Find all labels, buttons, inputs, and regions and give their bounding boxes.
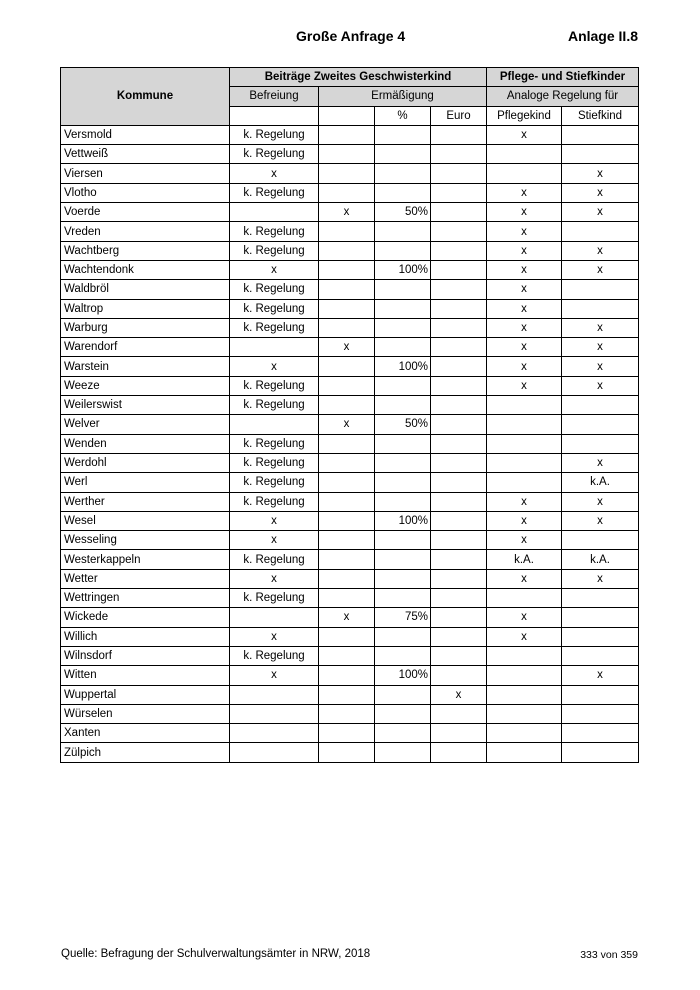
cell-pflegekind: x <box>487 125 562 144</box>
header-kommune: Kommune <box>61 68 230 126</box>
header-euro: Euro <box>431 106 487 125</box>
cell-pflegekind: x <box>487 608 562 627</box>
cell-euro <box>431 511 487 530</box>
cell-pflegekind <box>487 453 562 472</box>
cell-pflegekind: x <box>487 222 562 241</box>
table-row <box>61 704 639 723</box>
cell-ermaessigung: x <box>319 608 375 627</box>
cell-kommune: Waltrop <box>61 299 230 318</box>
cell-percent: 100% <box>375 666 431 685</box>
cell-stiefkind <box>562 125 639 144</box>
cell-percent <box>375 627 431 646</box>
table-row <box>61 608 639 627</box>
cell-euro: x <box>431 685 487 704</box>
cell-stiefkind: x <box>562 666 639 685</box>
cell-befreiung <box>230 608 319 627</box>
cell-kommune: Wachtendonk <box>61 260 230 279</box>
table-row <box>61 434 639 453</box>
cell-percent <box>375 550 431 569</box>
cell-euro <box>431 453 487 472</box>
cell-pflegekind <box>487 724 562 743</box>
table-row <box>61 627 639 646</box>
header-stiefkind: Stiefkind <box>562 106 639 125</box>
cell-befreiung: x <box>230 569 319 588</box>
table-row <box>61 280 639 299</box>
cell-ermaessigung <box>319 704 375 723</box>
cell-stiefkind <box>562 608 639 627</box>
cell-kommune: Zülpich <box>61 743 230 762</box>
cell-percent: 75% <box>375 608 431 627</box>
table-row <box>61 125 639 144</box>
cell-stiefkind: k.A. <box>562 550 639 569</box>
cell-ermaessigung <box>319 743 375 762</box>
cell-stiefkind: x <box>562 203 639 222</box>
cell-stiefkind <box>562 531 639 550</box>
data-table <box>60 67 639 763</box>
cell-kommune: Willich <box>61 627 230 646</box>
cell-befreiung: k. Regelung <box>230 145 319 164</box>
table-row <box>61 743 639 762</box>
cell-euro <box>431 492 487 511</box>
cell-pflegekind: x <box>487 318 562 337</box>
table-row <box>61 145 639 164</box>
cell-pflegekind: x <box>487 569 562 588</box>
cell-ermaessigung: x <box>319 415 375 434</box>
annex-label: Anlage II.8 <box>567 28 638 44</box>
cell-kommune: Weeze <box>61 376 230 395</box>
cell-stiefkind: x <box>562 453 639 472</box>
cell-percent <box>375 492 431 511</box>
cell-kommune: Werdohl <box>61 453 230 472</box>
cell-stiefkind: x <box>562 318 639 337</box>
cell-pflegekind <box>487 473 562 492</box>
cell-pflegekind: x <box>487 299 562 318</box>
cell-percent <box>375 145 431 164</box>
cell-stiefkind <box>562 646 639 665</box>
cell-kommune: Xanten <box>61 724 230 743</box>
table-row <box>61 318 639 337</box>
cell-kommune: Voerde <box>61 203 230 222</box>
cell-percent <box>375 434 431 453</box>
cell-percent <box>375 318 431 337</box>
cell-befreiung <box>230 724 319 743</box>
cell-kommune: Wetter <box>61 569 230 588</box>
cell-befreiung: k. Regelung <box>230 646 319 665</box>
cell-euro <box>431 704 487 723</box>
cell-euro <box>431 183 487 202</box>
cell-ermaessigung <box>319 357 375 376</box>
cell-kommune: Wachtberg <box>61 241 230 260</box>
cell-kommune: Warburg <box>61 318 230 337</box>
cell-befreiung: x <box>230 666 319 685</box>
table-row <box>61 376 639 395</box>
table-row <box>61 164 639 183</box>
cell-pflegekind: x <box>487 357 562 376</box>
cell-stiefkind: x <box>562 492 639 511</box>
cell-pflegekind: x <box>487 280 562 299</box>
cell-stiefkind: x <box>562 260 639 279</box>
cell-percent <box>375 685 431 704</box>
cell-euro <box>431 338 487 357</box>
cell-kommune: Wenden <box>61 434 230 453</box>
cell-pflegekind <box>487 704 562 723</box>
cell-ermaessigung <box>319 299 375 318</box>
cell-kommune: Waldbröl <box>61 280 230 299</box>
cell-befreiung: x <box>230 511 319 530</box>
cell-befreiung: k. Regelung <box>230 396 319 415</box>
cell-kommune: Westerkappeln <box>61 550 230 569</box>
cell-kommune: Viersen <box>61 164 230 183</box>
cell-pflegekind <box>487 743 562 762</box>
table-row <box>61 396 639 415</box>
cell-kommune: Wickede <box>61 608 230 627</box>
cell-percent: 100% <box>375 260 431 279</box>
cell-stiefkind <box>562 434 639 453</box>
table-row <box>61 724 639 743</box>
cell-percent <box>375 473 431 492</box>
cell-euro <box>431 627 487 646</box>
cell-befreiung: k. Regelung <box>230 318 319 337</box>
cell-befreiung: x <box>230 164 319 183</box>
cell-ermaessigung <box>319 241 375 260</box>
cell-ermaessigung <box>319 376 375 395</box>
cell-euro <box>431 608 487 627</box>
table-row <box>61 357 639 376</box>
cell-stiefkind: x <box>562 164 639 183</box>
header-group-pflege-stiefkinder: Pflege- und Stiefkinder <box>487 68 639 87</box>
cell-pflegekind: k.A. <box>487 550 562 569</box>
table-row <box>61 453 639 472</box>
cell-euro <box>431 280 487 299</box>
cell-ermaessigung <box>319 164 375 183</box>
cell-percent <box>375 704 431 723</box>
cell-befreiung: k. Regelung <box>230 492 319 511</box>
cell-pflegekind <box>487 434 562 453</box>
table-body <box>61 125 639 762</box>
header-pflegekind: Pflegekind <box>487 106 562 125</box>
cell-kommune: Versmold <box>61 125 230 144</box>
cell-ermaessigung <box>319 685 375 704</box>
table-row <box>61 183 639 202</box>
cell-pflegekind: x <box>487 183 562 202</box>
cell-pflegekind <box>487 145 562 164</box>
cell-ermaessigung <box>319 396 375 415</box>
cell-kommune: Warendorf <box>61 338 230 357</box>
page-number: 333 von 359 <box>580 949 638 961</box>
cell-befreiung: k. Regelung <box>230 473 319 492</box>
cell-ermaessigung <box>319 550 375 569</box>
cell-stiefkind <box>562 280 639 299</box>
table-row <box>61 299 639 318</box>
cell-befreiung: k. Regelung <box>230 589 319 608</box>
cell-percent <box>375 299 431 318</box>
cell-befreiung <box>230 203 319 222</box>
table-row <box>61 511 639 530</box>
cell-euro <box>431 646 487 665</box>
table-row <box>61 415 639 434</box>
cell-stiefkind <box>562 685 639 704</box>
cell-befreiung: x <box>230 260 319 279</box>
cell-ermaessigung <box>319 434 375 453</box>
cell-euro <box>431 473 487 492</box>
cell-befreiung: k. Regelung <box>230 434 319 453</box>
cell-stiefkind: x <box>562 511 639 530</box>
cell-percent <box>375 531 431 550</box>
table-row <box>61 473 639 492</box>
cell-ermaessigung <box>319 589 375 608</box>
cell-ermaessigung <box>319 453 375 472</box>
table-row <box>61 685 639 704</box>
cell-stiefkind <box>562 396 639 415</box>
cell-stiefkind <box>562 724 639 743</box>
cell-percent <box>375 280 431 299</box>
cell-stiefkind: x <box>562 376 639 395</box>
cell-ermaessigung <box>319 145 375 164</box>
header-blank <box>230 106 319 125</box>
cell-pflegekind <box>487 666 562 685</box>
cell-kommune: Wesseling <box>61 531 230 550</box>
cell-stiefkind: x <box>562 338 639 357</box>
cell-pflegekind <box>487 164 562 183</box>
cell-ermaessigung <box>319 125 375 144</box>
cell-euro <box>431 724 487 743</box>
cell-befreiung <box>230 415 319 434</box>
cell-kommune: Wesel <box>61 511 230 530</box>
cell-pflegekind: x <box>487 531 562 550</box>
cell-euro <box>431 569 487 588</box>
cell-percent <box>375 646 431 665</box>
cell-pflegekind: x <box>487 376 562 395</box>
header-percent: % <box>375 106 431 125</box>
cell-kommune: Welver <box>61 415 230 434</box>
table-row <box>61 338 639 357</box>
cell-ermaessigung <box>319 280 375 299</box>
cell-kommune: Vettweiß <box>61 145 230 164</box>
cell-percent: 100% <box>375 511 431 530</box>
cell-stiefkind <box>562 627 639 646</box>
header-group-geschwisterkind: Beiträge Zweites Geschwisterkind <box>230 68 487 87</box>
cell-percent <box>375 453 431 472</box>
table-row <box>61 550 639 569</box>
cell-euro <box>431 203 487 222</box>
cell-euro <box>431 260 487 279</box>
header-befreiung: Befreiung <box>230 87 319 106</box>
cell-ermaessigung <box>319 222 375 241</box>
cell-befreiung: k. Regelung <box>230 453 319 472</box>
cell-befreiung <box>230 685 319 704</box>
cell-stiefkind: x <box>562 569 639 588</box>
cell-euro <box>431 743 487 762</box>
page-title: Große Anfrage 4 <box>296 28 406 44</box>
cell-pflegekind: x <box>487 241 562 260</box>
cell-pflegekind: x <box>487 492 562 511</box>
cell-percent: 100% <box>375 357 431 376</box>
cell-befreiung <box>230 743 319 762</box>
cell-stiefkind: k.A. <box>562 473 639 492</box>
cell-percent: 50% <box>375 203 431 222</box>
cell-stiefkind: x <box>562 241 639 260</box>
cell-euro <box>431 145 487 164</box>
cell-pflegekind: x <box>487 203 562 222</box>
cell-percent <box>375 125 431 144</box>
cell-percent <box>375 743 431 762</box>
cell-pflegekind: x <box>487 511 562 530</box>
cell-ermaessigung <box>319 183 375 202</box>
cell-ermaessigung: x <box>319 203 375 222</box>
cell-stiefkind <box>562 222 639 241</box>
cell-euro <box>431 164 487 183</box>
cell-ermaessigung <box>319 646 375 665</box>
table-row <box>61 569 639 588</box>
source-note: Quelle: Befragung der Schulverwaltungsämter in NRW, 2018 <box>61 948 371 960</box>
cell-euro <box>431 415 487 434</box>
cell-ermaessigung <box>319 666 375 685</box>
cell-euro <box>431 550 487 569</box>
cell-pflegekind: x <box>487 627 562 646</box>
cell-percent <box>375 241 431 260</box>
cell-pflegekind <box>487 646 562 665</box>
cell-euro <box>431 531 487 550</box>
cell-pflegekind <box>487 396 562 415</box>
cell-ermaessigung: x <box>319 338 375 357</box>
cell-euro <box>431 318 487 337</box>
cell-kommune: Wettringen <box>61 589 230 608</box>
header-analoge-regelung: Analoge Regelung für <box>487 87 639 106</box>
cell-euro <box>431 125 487 144</box>
cell-percent: 50% <box>375 415 431 434</box>
cell-percent <box>375 338 431 357</box>
cell-befreiung: k. Regelung <box>230 241 319 260</box>
cell-ermaessigung <box>319 531 375 550</box>
cell-ermaessigung <box>319 260 375 279</box>
cell-euro <box>431 396 487 415</box>
cell-befreiung: k. Regelung <box>230 299 319 318</box>
cell-kommune: Witten <box>61 666 230 685</box>
cell-ermaessigung <box>319 492 375 511</box>
cell-stiefkind <box>562 415 639 434</box>
cell-befreiung: k. Regelung <box>230 280 319 299</box>
cell-befreiung <box>230 704 319 723</box>
cell-percent <box>375 376 431 395</box>
header-blank <box>319 106 375 125</box>
cell-befreiung: x <box>230 531 319 550</box>
cell-euro <box>431 589 487 608</box>
cell-percent <box>375 569 431 588</box>
cell-kommune: Wuppertal <box>61 685 230 704</box>
header-ermaessigung: Ermäßigung <box>319 87 487 106</box>
cell-kommune: Weilerswist <box>61 396 230 415</box>
cell-kommune: Werther <box>61 492 230 511</box>
cell-stiefkind: x <box>562 357 639 376</box>
cell-percent <box>375 222 431 241</box>
cell-kommune: Werl <box>61 473 230 492</box>
table-row <box>61 646 639 665</box>
cell-befreiung: x <box>230 627 319 646</box>
cell-pflegekind <box>487 589 562 608</box>
table-row <box>61 241 639 260</box>
cell-stiefkind <box>562 589 639 608</box>
cell-pflegekind <box>487 415 562 434</box>
cell-befreiung: k. Regelung <box>230 125 319 144</box>
cell-pflegekind: x <box>487 338 562 357</box>
cell-euro <box>431 299 487 318</box>
cell-befreiung: k. Regelung <box>230 183 319 202</box>
cell-percent <box>375 396 431 415</box>
cell-befreiung: x <box>230 357 319 376</box>
cell-pflegekind: x <box>487 260 562 279</box>
cell-euro <box>431 357 487 376</box>
cell-kommune: Würselen <box>61 704 230 723</box>
cell-befreiung <box>230 338 319 357</box>
cell-euro <box>431 241 487 260</box>
cell-euro <box>431 434 487 453</box>
cell-percent <box>375 724 431 743</box>
table-row <box>61 492 639 511</box>
cell-stiefkind <box>562 743 639 762</box>
cell-ermaessigung <box>319 318 375 337</box>
cell-ermaessigung <box>319 724 375 743</box>
cell-stiefkind <box>562 145 639 164</box>
table-row <box>61 531 639 550</box>
table-row <box>61 203 639 222</box>
cell-euro <box>431 666 487 685</box>
cell-kommune: Vreden <box>61 222 230 241</box>
cell-ermaessigung <box>319 473 375 492</box>
cell-ermaessigung <box>319 627 375 646</box>
cell-kommune: Wilnsdorf <box>61 646 230 665</box>
cell-ermaessigung <box>319 569 375 588</box>
table-row <box>61 260 639 279</box>
cell-percent <box>375 589 431 608</box>
table-row <box>61 666 639 685</box>
cell-befreiung: k. Regelung <box>230 376 319 395</box>
cell-euro <box>431 222 487 241</box>
cell-euro <box>431 376 487 395</box>
cell-befreiung: k. Regelung <box>230 222 319 241</box>
table-row <box>61 222 639 241</box>
cell-percent <box>375 164 431 183</box>
cell-stiefkind: x <box>562 183 639 202</box>
cell-pflegekind <box>487 685 562 704</box>
cell-kommune: Vlotho <box>61 183 230 202</box>
cell-percent <box>375 183 431 202</box>
cell-stiefkind <box>562 704 639 723</box>
table-row <box>61 589 639 608</box>
cell-kommune: Warstein <box>61 357 230 376</box>
cell-befreiung: k. Regelung <box>230 550 319 569</box>
cell-ermaessigung <box>319 511 375 530</box>
cell-stiefkind <box>562 299 639 318</box>
